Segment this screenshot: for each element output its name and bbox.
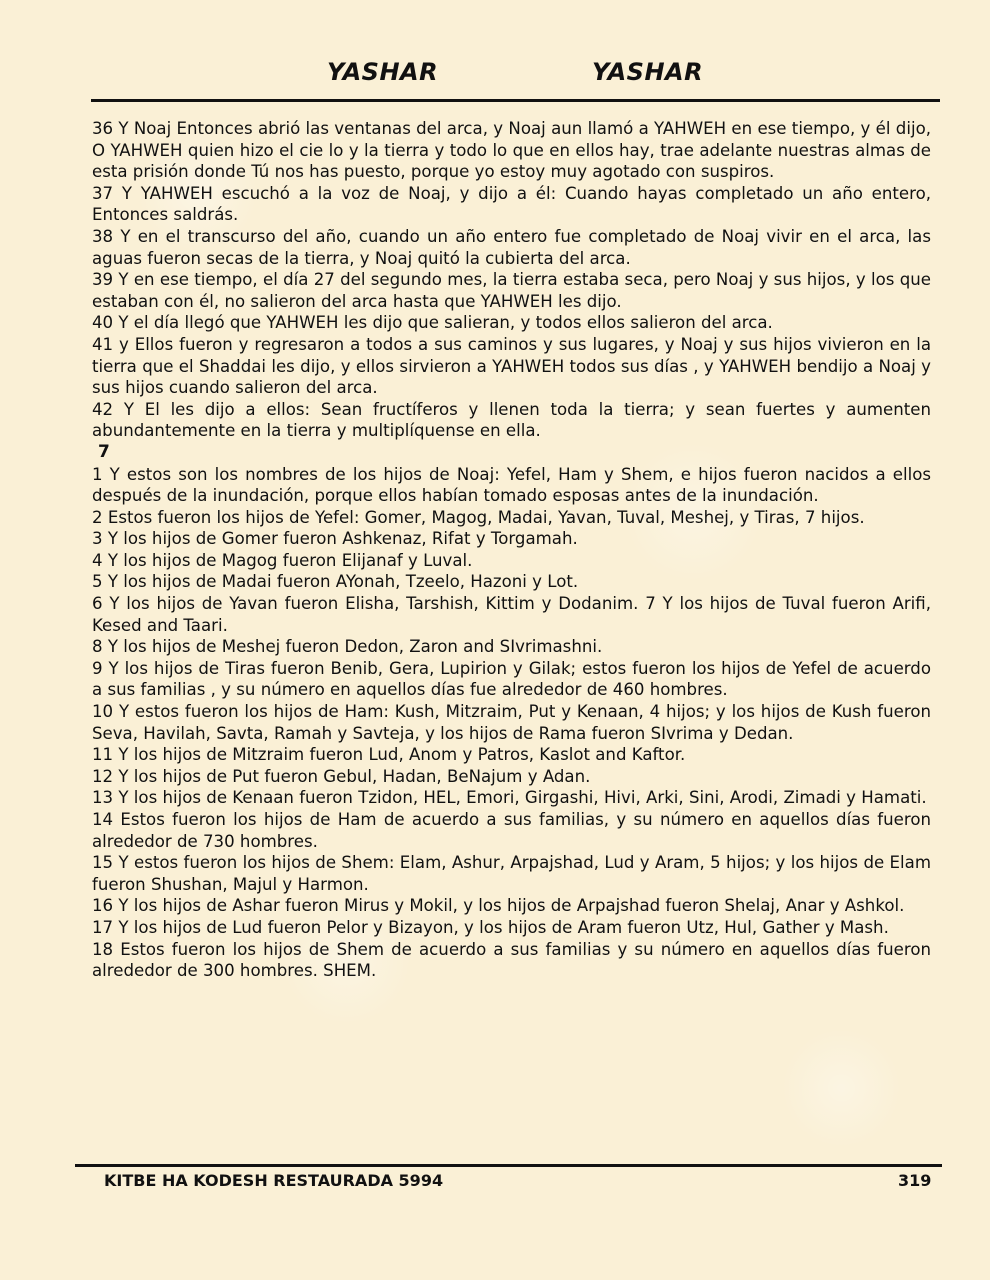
verse-42: 42 Y El les dijo a ellos: Sean fructíferos y llenen toda la tierra; y sean fuertes y aumenten abundantemente en la tierra y multiplíquense en ella. xyxy=(92,399,931,441)
verse-39: 39 Y en ese tiempo, el día 27 del segundo mes, la tierra estaba seca, pero Noaj y sus hijos, y los que estaban con él, no salieron del arca hasta que YAHWEH les dijo. xyxy=(92,270,931,311)
footer-rule xyxy=(75,1164,942,1167)
footer-page-number: 319 xyxy=(898,1171,932,1190)
verse-40: 40 Y el día llegó que YAHWEH les dijo que salieran, y todos ellos salieron del arca. xyxy=(92,313,773,333)
running-header xyxy=(0,58,990,90)
verse-5: 5 Y los hijos de Madai fueron AYonah, Tzeelo, Hazoni y Lot. xyxy=(92,572,579,592)
verse-2: 2 Estos fueron los hijos de Yefel: Gomer, Magog, Madai, Yavan, Tuval, Meshej, y Tiras, 7 hijos. xyxy=(92,507,865,527)
header-rule xyxy=(91,99,940,102)
verse-12: 12 Y los hijos de Put fueron Gebul, Hadan, BeNajum y Adan. xyxy=(92,766,591,786)
verse-10: 10 Y estos fueron los hijos de Ham: Kush, Mitzraim, Put y Kenaan, 4 hijos; y los hijos de Kush fueron Seva, Havilah, Savta, Ramah y Savteja, y los hijos de Rama fueron SIvrima y Dedan. xyxy=(92,702,931,743)
header-title-left: YASHAR xyxy=(327,58,439,86)
verse-6-7: 6 Y los hijos de Yavan fueron Elisha, Tarshish, Kittim y Dodanim. 7 Y los hijos de Tuval fueron Arifi, Kesed and Taari. xyxy=(92,594,931,635)
verse-16: 16 Y los hijos de Ashar fueron Mirus y Mokil, y los hijos de Arpajshad fueron Shelaj, Anar y Ashkol. xyxy=(92,896,905,916)
verse-41: 41 y Ellos fueron y regresaron a todos a sus caminos y sus lugares, y Noaj y sus hijos vivieron en la tierra que el Shaddai les dijo, y ellos sirvieron a YAHWEH todos sus días , y YAHWEH bendijo a Noaj y sus hijos cuando salieron del arca. xyxy=(92,334,931,398)
verse-9: 9 Y los hijos de Tiras fueron Benib, Gera, Lupirion y Gilak; estos fueron los hijos de Yefel de acuerdo a sus familias , y su número en aquellos días fue alrededor de 460 hombres. xyxy=(92,658,931,700)
verse-1: 1 Y estos son los nombres de los hijos de Noaj: Yefel, Ham y Shem, e hijos fueron nacidos a ellos después de la inundación, porque ellos habían tomado esposas antes de la inundación. xyxy=(92,464,931,506)
verse-8: 8 Y los hijos de Meshej fueron Dedon, Zaron and SIvrimashni. xyxy=(92,637,603,657)
verse-37: 37 Y YAHWEH escuchó a la voz de Noaj, y dijo a él: Cuando hayas completado un año entero, Entonces saldrás. xyxy=(92,183,931,225)
verse-3: 3 Y los hijos de Gomer fueron Ashkenaz, Rifat y Torgamah. xyxy=(92,529,578,549)
verse-36: 36 Y Noaj Entonces abrió las ventanas del arca, y Noaj aun llamó a YAHWEH en ese tiempo, y él dijo, O YAHWEH quien hizo el cie lo y la tierra y todo lo que en ellos hay, trae adelante nuestras almas de esta prisión donde Tú nos has puesto, porque yo estoy muy agotado con suspiros. xyxy=(92,119,931,182)
footer-book-title: KITBE HA KODESH RESTAURADA 5994 xyxy=(104,1171,444,1190)
verse-11: 11 Y los hijos de Mitzraim fueron Lud, Anom y Patros, Kaslot and Kaftor. xyxy=(92,745,686,765)
page-body xyxy=(92,118,931,982)
verse-38: 38 Y en el transcurso del año, cuando un año entero fue completado de Noaj vivir en el arca, las aguas fueron secas de la tierra, y Noaj quitó la cubierta del arca. xyxy=(92,226,931,268)
verse-4: 4 Y los hijos de Magog fueron Elijanaf y Luval. xyxy=(92,550,473,570)
verse-14: 14 Estos fueron los hijos de Ham de acuerdo a sus familias, y su número en aquellos días fueron alrededor de 730 hombres. xyxy=(92,810,931,851)
verse-15: 15 Y estos fueron los hijos de Shem: Elam, Ashur, Arpajshad, Lud y Aram, 5 hijos; y los hijos de Elam fueron Shushan, Majul y Harmon. xyxy=(92,853,931,894)
verse-17: 17 Y los hijos de Lud fueron Pelor y Bizayon, y los hijos de Aram fueron Utz, Hul, Gather y Mash. xyxy=(92,917,889,937)
chapter-number: 7 xyxy=(98,441,110,462)
verse-18: 18 Estos fueron los hijos de Shem de acuerdo a sus familias y su número en aquellos días fueron alrededor de 300 hombres. SHEM. xyxy=(92,939,931,981)
verse-13: 13 Y los hijos de Kenaan fueron Tzidon, HEL, Emori, Girgashi, Hivi, Arki, Sini, Arodi, Zimadi y Hamati. xyxy=(92,788,927,808)
header-title-right: YASHAR xyxy=(592,58,704,86)
